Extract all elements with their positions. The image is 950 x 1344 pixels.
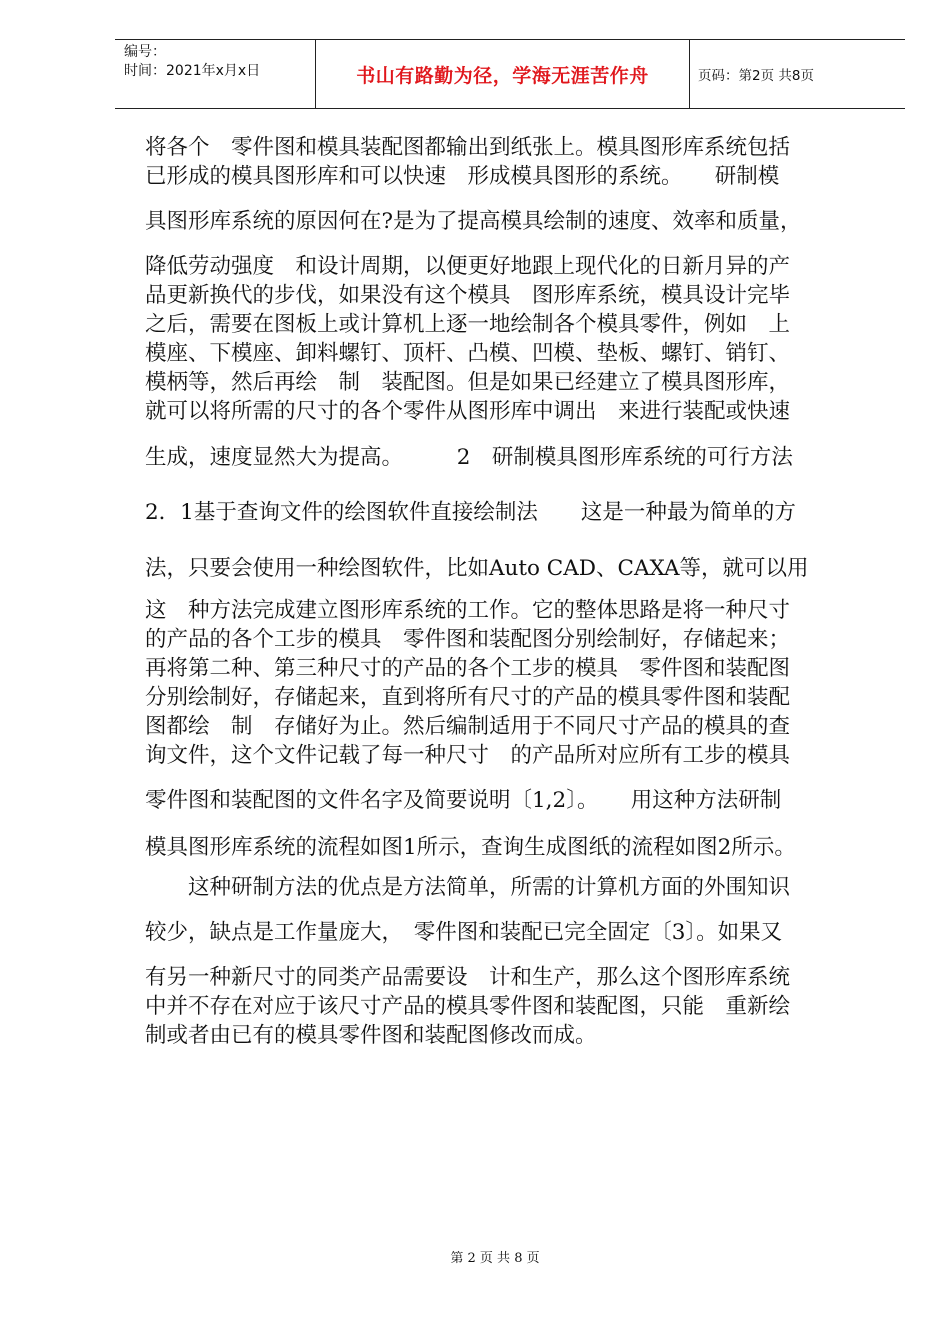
body-line: 这 种方法完成建立图形库系统的工作。它的整体思路是将一种尺寸 [145, 598, 791, 623]
section-heading-line: 2．1基于查询文件的绘图软件直接绘制法 这是一种最为简单的方 [145, 500, 796, 525]
body-line: 模座、下模座、卸料螺钉、顶杆、凸模、凹模、垫板、螺钉、销钉、 [145, 341, 791, 366]
body-line-with-heading: 生成，速度显然大为提高。 2 研制模具图形库系统的可行方法 [145, 445, 793, 470]
body-line: 询文件，这个文件记载了每一种尺寸 的产品所对应所有工步的模具 [145, 743, 791, 768]
body-line: 已形成的模具图形库和可以快速 形成模具图形的系统。 研制模 [145, 164, 780, 189]
body-line: 这种研制方法的优点是方法简单，所需的计算机方面的外围知识 [145, 875, 791, 900]
body-line: 图都绘 制 存储好为止。然后编制适用于不同尺寸产品的模具的查 [145, 714, 791, 739]
header-motto-cell [316, 40, 690, 108]
body-line: 品更新换代的步伐，如果没有这个模具 图形库系统，模具设计完毕 [145, 283, 791, 308]
header-page-cell [690, 40, 905, 108]
body-line: 模具图形库系统的流程如图1所示，查询生成图纸的流程如图2所示。 [145, 835, 796, 860]
body-line: 较少，缺点是工作量庞大， 零件图和装配已完全固定〔3〕。如果又 [145, 920, 783, 945]
body-line: 之后，需要在图板上或计算机上逐一地绘制各个模具零件，例如 上 [145, 312, 791, 337]
body-line: 法，只要会使用一种绘图软件，比如Auto CAD、CAXA等，就可以用 [145, 556, 809, 581]
body-line: 再将第二种、第三种尺寸的产品的各个工步的模具 零件图和装配图 [145, 656, 791, 681]
body-line: 中并不存在对应于该尺寸产品的模具零件图和装配图，只能 重新绘 [145, 994, 791, 1019]
body-line: 零件图和装配图的文件名字及简要说明〔1,2〕。 用这种方法研制 [145, 788, 782, 813]
body-line: 将各个 零件图和模具装配图都输出到纸张上。模具图形库系统包括 [145, 135, 791, 160]
page-footer: 第 2 页 共 8 页 [450, 1251, 540, 1266]
body-line: 降低劳动强度 和设计周期，以便更好地跟上现代化的日新月异的产 [145, 254, 791, 279]
body-line: 有另一种新尺寸的同类产品需要设 计和生产，那么这个图形库系统 [145, 965, 791, 990]
time-label: 时间：2021年x月x日 [124, 63, 261, 79]
document-body [145, 133, 885, 1050]
document-header [115, 39, 905, 109]
number-label: 编号： [124, 44, 166, 60]
header-page-info: 页码：第2页 共8页 [698, 68, 814, 84]
header-meta [115, 40, 316, 108]
body-line: 模柄等，然后再绘 制 装配图。但是如果已经建立了模具图形库， [145, 370, 791, 395]
header-motto: 书山有路勤为径，学海无涯苦作舟 [356, 64, 649, 87]
body-line: 就可以将所需的尺寸的各个零件从图形库中调出 来进行装配或快速 [145, 399, 791, 424]
body-line: 制或者由已有的模具零件图和装配图修改而成。 [145, 1023, 597, 1048]
body-line: 分别绘制好，存储起来，直到将所有尺寸的产品的模具零件图和装配 [145, 685, 791, 710]
body-line: 具图形库系统的原因何在?是为了提高模具绘制的速度、效率和质量， [145, 209, 802, 234]
body-line: 的产品的各个工步的模具 零件图和装配图分别绘制好，存储起来； [145, 627, 791, 652]
